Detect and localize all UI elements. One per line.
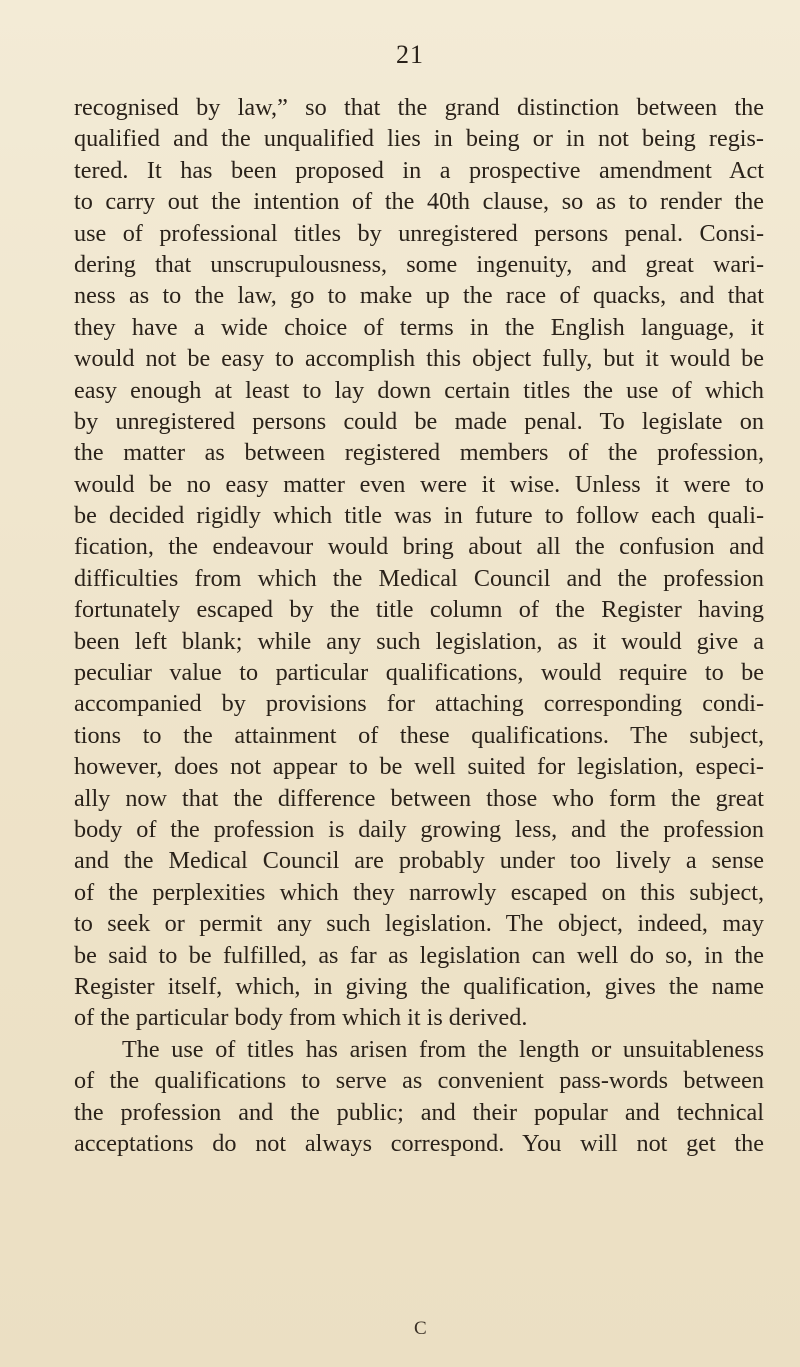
text-line: acceptations do not always correspond. You will not get the — [74, 1129, 764, 1157]
text-line: however, does not appear to be well suited for legislation, especi- — [74, 753, 764, 781]
text-line: tered. It has been proposed in a prospective amendment Act — [74, 156, 764, 184]
text-line: Register itself, which, in giving the qualification, gives the name — [74, 972, 764, 1000]
text-line: by unregistered persons could be made penal. To legislate on — [74, 407, 764, 435]
paragraph-end-line: of the particular body from which it is derived. — [74, 1004, 528, 1032]
text-line: fication, the endeavour would bring about all the confusion and — [74, 533, 764, 561]
body-text — [74, 92, 764, 1159]
text-line: accompanied by provisions for attaching corresponding condi- — [74, 690, 764, 718]
text-line: they have a wide choice of terms in the English language, it — [74, 313, 764, 341]
text-line: use of professional titles by unregistered persons penal. Consi- — [74, 219, 764, 247]
text-line: of the qualifications to serve as convenient pass-words between — [74, 1067, 764, 1095]
text-line: tions to the attainment of these qualifications. The subject, — [74, 721, 764, 749]
text-line: be decided rigidly which title was in future to follow each quali- — [74, 502, 764, 530]
text-line: would not be easy to accomplish this object fully, but it would be — [74, 345, 764, 373]
text-line: difficulties from which the Medical Council and the profession — [74, 564, 764, 592]
text-line: body of the profession is daily growing less, and the profession — [74, 815, 764, 843]
text-line: recognised by law,” so that the grand distinction between the — [74, 94, 764, 121]
text-line: dering that unscrupulousness, some ingenuity, and great wari- — [74, 250, 764, 278]
text-line: and the Medical Council are probably under too lively a sense — [74, 847, 764, 875]
text-line: qualified and the unqualified lies in being or in not being regis- — [74, 125, 764, 153]
text-line: easy enough at least to lay down certain titles the use of which — [74, 376, 764, 404]
page-number: 21 — [396, 40, 424, 69]
text-line: to carry out the intention of the 40th clause, so as to render the — [74, 188, 764, 216]
text-line: fortunately escaped by the title column of the Register having — [74, 596, 764, 624]
signature-mark: C — [414, 1318, 427, 1339]
text-line: would be no easy matter even were it wise. Unless it were to — [74, 470, 764, 498]
text-line: the profession and the public; and their popular and technical — [74, 1098, 764, 1126]
text-line: peculiar value to particular qualifications, would require to be — [74, 659, 764, 687]
text-line: ally now that the difference between those who form the great — [74, 784, 764, 812]
text-line: been left blank; while any such legislation, as it would give a — [74, 627, 764, 655]
text-line: of the perplexities which they narrowly escaped on this subject, — [74, 878, 764, 906]
text-line: ness as to the law, go to make up the race of quacks, and that — [74, 282, 764, 310]
text-line: to seek or permit any such legislation. The object, indeed, may — [74, 910, 764, 938]
paragraph-start-line: The use of titles has arisen from the length or unsuitableness — [122, 1035, 764, 1063]
text-line: be said to be fulfilled, as far as legislation can well do so, in the — [74, 941, 764, 969]
text-line: the matter as between registered members of the profession, — [74, 439, 764, 467]
